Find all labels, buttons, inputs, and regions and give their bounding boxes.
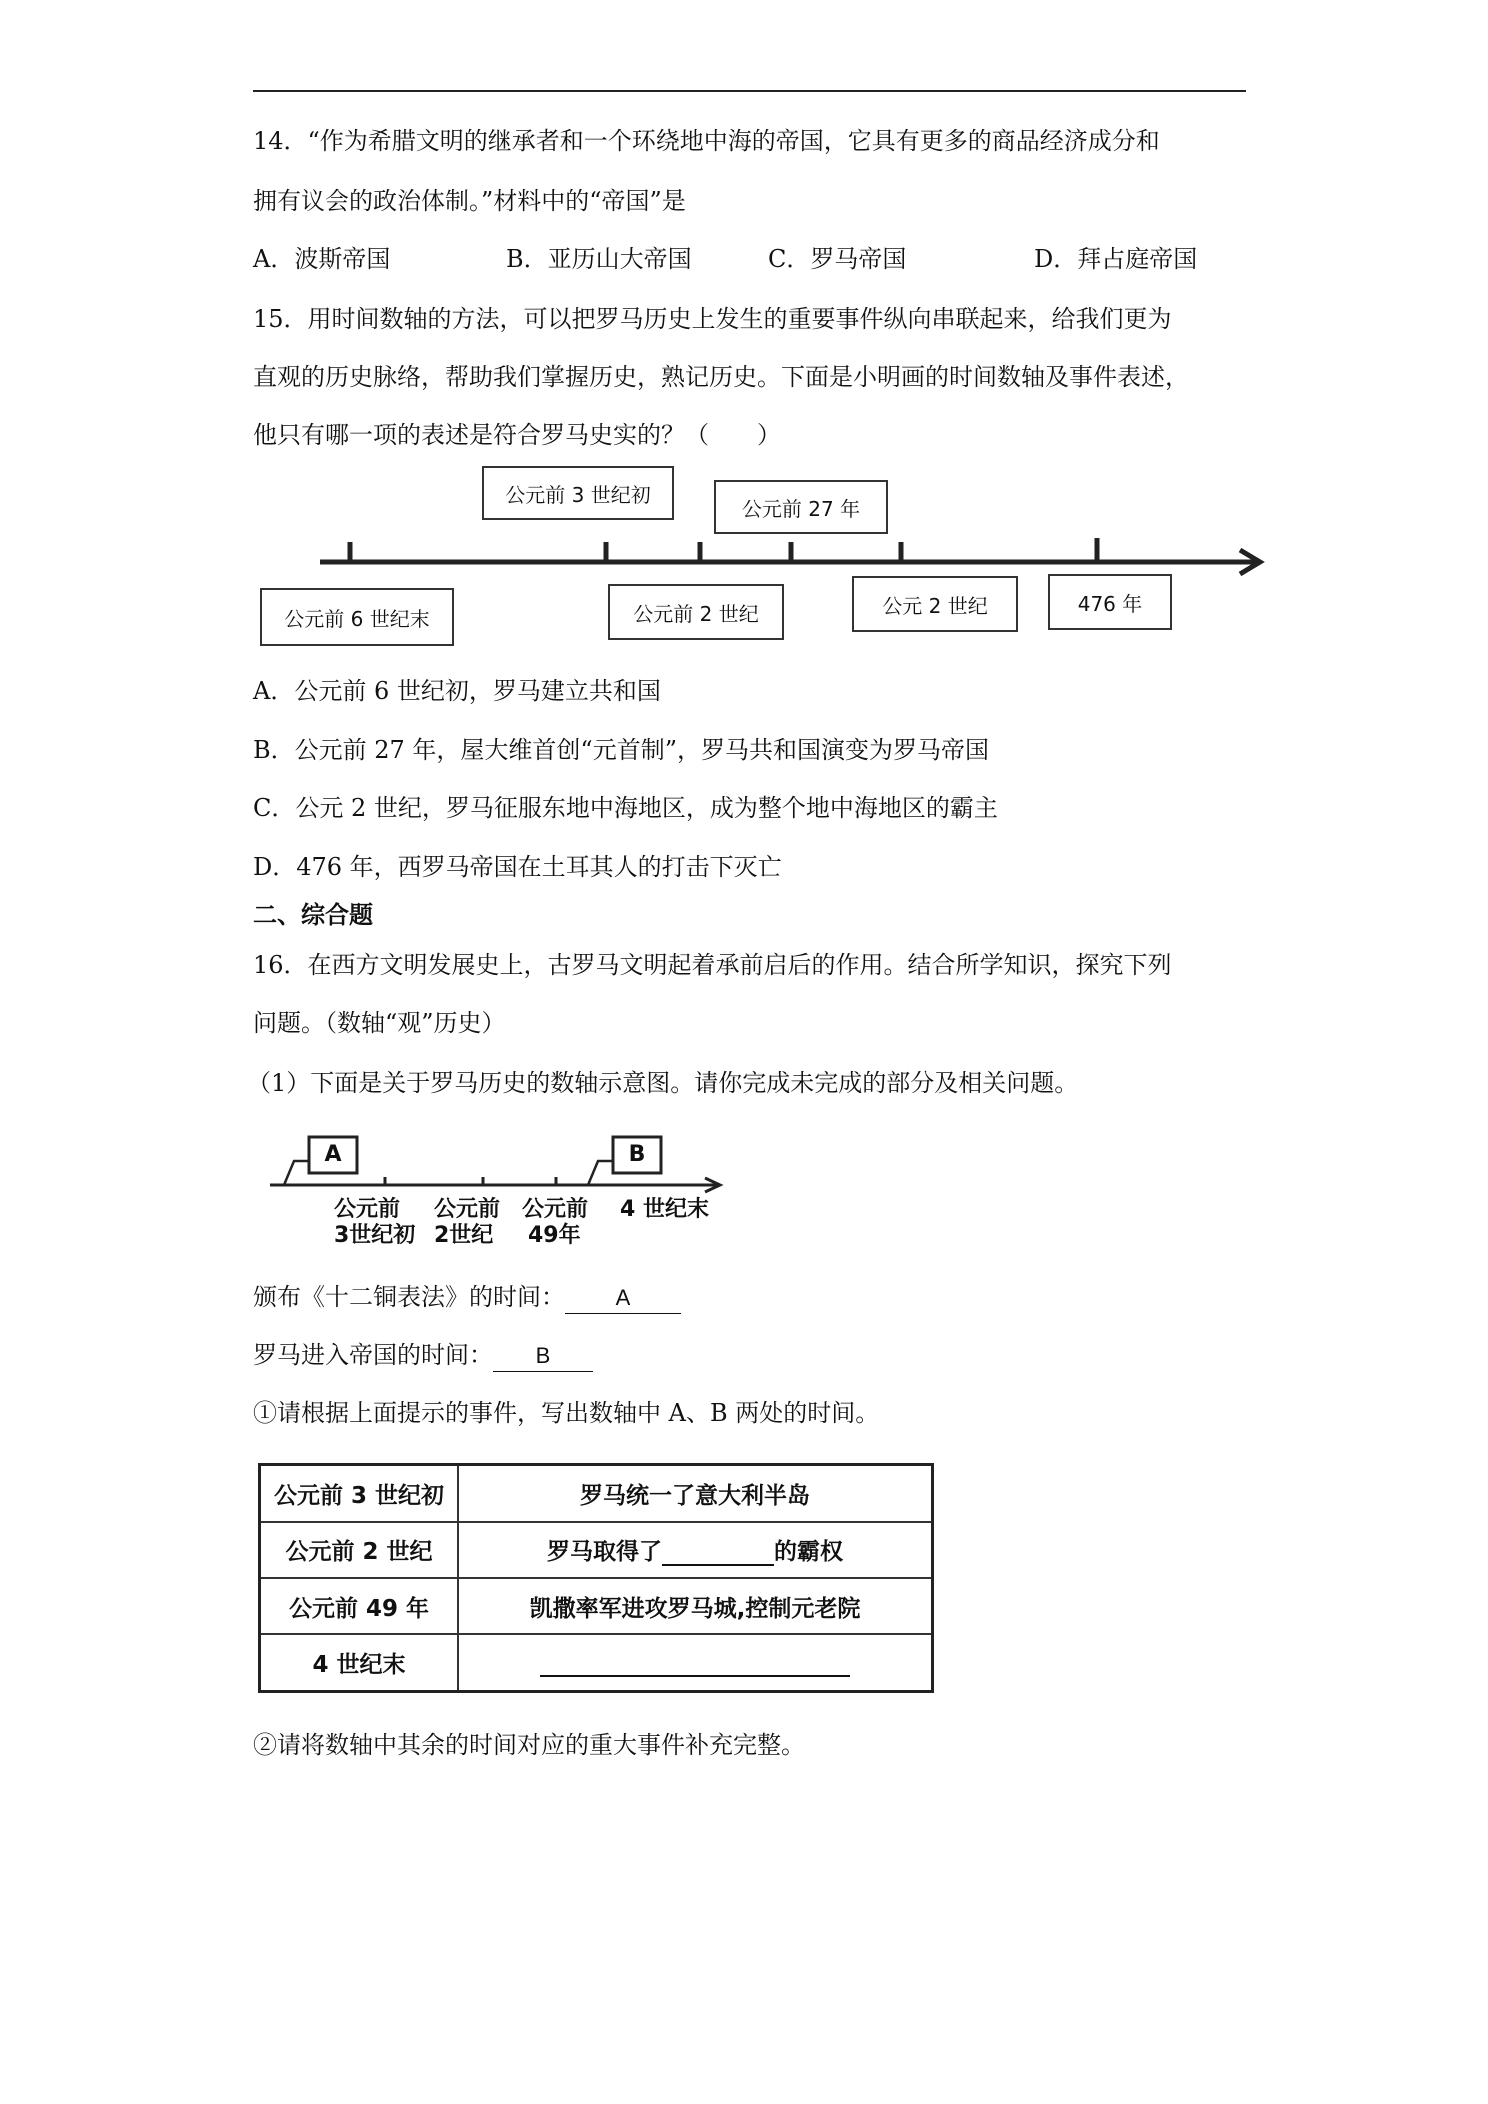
- q16-tick-label-1-line2: 3世纪初: [334, 1223, 416, 1248]
- q16-item-2: ②请将数轴中其余的时间对应的重大事件补充完整。: [253, 1731, 805, 1759]
- table-cell-event: [458, 1634, 933, 1691]
- table-cell-time: 公元前 2 世纪: [260, 1522, 459, 1578]
- q16-tick-label-2-line1: 公元前: [434, 1197, 501, 1222]
- q15-label-27-bc: 公元前 27 年: [714, 480, 888, 534]
- q15-timeline-figure: [250, 470, 1280, 660]
- q16-text-line1: 16．在西方文明发展史上，古罗马文明起着承前启后的作用。结合所学知识，探究下列: [253, 951, 1172, 979]
- q16-box-a: A: [324, 1142, 342, 1167]
- q15-option-b: B．公元前 27 年，屋大维首创“元首制”，罗马共和国演变为罗马帝国: [253, 736, 989, 764]
- q15-option-a: A．公元前 6 世纪初，罗马建立共和国: [253, 677, 661, 705]
- q15-label-2nd-century-bc: 公元前 2 世纪: [608, 584, 784, 640]
- q16-fill-b-label: 罗马进入帝国的时间：: [253, 1341, 493, 1369]
- table-event-blank[interactable]: [540, 1649, 850, 1677]
- q16-tick-label-3-line1: 公元前: [522, 1197, 589, 1222]
- q16-box-b: B: [628, 1142, 646, 1167]
- q16-tick-label-1-line1: 公元前: [334, 1197, 401, 1222]
- table-row: [260, 1578, 933, 1634]
- q16-fill-a: [253, 1282, 681, 1314]
- q15-option-d: D．476 年，西罗马帝国在土耳其人的打击下灭亡: [253, 853, 782, 881]
- q16-tick-label-4: 4 世纪末: [620, 1197, 709, 1222]
- table-cell-time: 公元前 3 世纪初: [260, 1465, 459, 1522]
- table-cell-time: 4 世纪末: [260, 1634, 459, 1691]
- q14-text-line2: 拥有议会的政治体制。”材料中的“帝国”是: [253, 187, 686, 215]
- header-rule: [253, 90, 1246, 92]
- q14-option-d: D．拜占庭帝国: [1034, 245, 1198, 273]
- q16-timeline-figure: [270, 1125, 740, 1265]
- table-event-after: 的霸权: [774, 1539, 843, 1566]
- q15-label-3rd-century-bc: 公元前 3 世纪初: [482, 466, 674, 520]
- q16-fill-b-blank[interactable]: B: [493, 1341, 593, 1372]
- q16-text-line2: 问题。（数轴“观”历史）: [253, 1009, 506, 1037]
- q14-option-b: B．亚历山大帝国: [506, 245, 692, 273]
- q16-fill-a-label: 颁布《十二铜表法》的时间：: [253, 1283, 565, 1311]
- q16-fill-a-blank[interactable]: A: [565, 1283, 681, 1314]
- q16-fill-b: [253, 1340, 593, 1372]
- q14-text-line1: 14．“作为希腊文明的继承者和一个环绕地中海的帝国，它具有更多的商品经济成分和: [253, 127, 1160, 155]
- table-cell-event: 凯撒率军进攻罗马城,控制元老院: [458, 1578, 933, 1634]
- q15-label-476: 476 年: [1048, 574, 1172, 630]
- q15-label-6th-century-bc: 公元前 6 世纪末: [260, 588, 454, 646]
- q16-event-table: [258, 1463, 934, 1693]
- q15-label-2nd-century-ad: 公元 2 世纪: [852, 576, 1018, 632]
- table-cell-event: [458, 1522, 933, 1578]
- q15-text-line1: 15．用时间数轴的方法，可以把罗马历史上发生的重要事件纵向串联起来，给我们更为: [253, 305, 1172, 333]
- table-event-blank[interactable]: [662, 1542, 774, 1566]
- q16-item-1: ①请根据上面提示的事件，写出数轴中 A、B 两处的时间。: [253, 1399, 880, 1427]
- q15-text-line2: 直观的历史脉络，帮助我们掌握历史，熟记历史。下面是小明画的时间数轴及事件表述，: [253, 363, 1189, 391]
- q15-option-c: C．公元 2 世纪，罗马征服东地中海地区，成为整个地中海地区的霸主: [253, 794, 998, 822]
- q15-text-line3: 他只有哪一项的表述是符合罗马史实的？（ ）: [253, 421, 781, 449]
- q14-option-a: A．波斯帝国: [253, 245, 391, 273]
- q14-option-c: C．罗马帝国: [768, 245, 907, 273]
- table-row: [260, 1465, 933, 1522]
- table-row: [260, 1522, 933, 1578]
- q16-subquestion-1: （1）下面是关于罗马历史的数轴示意图。请你完成未完成的部分及相关问题。: [247, 1069, 1079, 1097]
- table-cell-time: 公元前 49 年: [260, 1578, 459, 1634]
- q16-tick-label-2-line2: 2世纪: [434, 1223, 494, 1248]
- q16-tick-label-3-line2: 49年: [528, 1223, 581, 1248]
- table-event-before: 罗马取得了: [547, 1539, 662, 1566]
- table-cell-event: 罗马统一了意大利半岛: [458, 1465, 933, 1522]
- section-title: 二、综合题: [253, 900, 373, 929]
- table-row: [260, 1634, 933, 1691]
